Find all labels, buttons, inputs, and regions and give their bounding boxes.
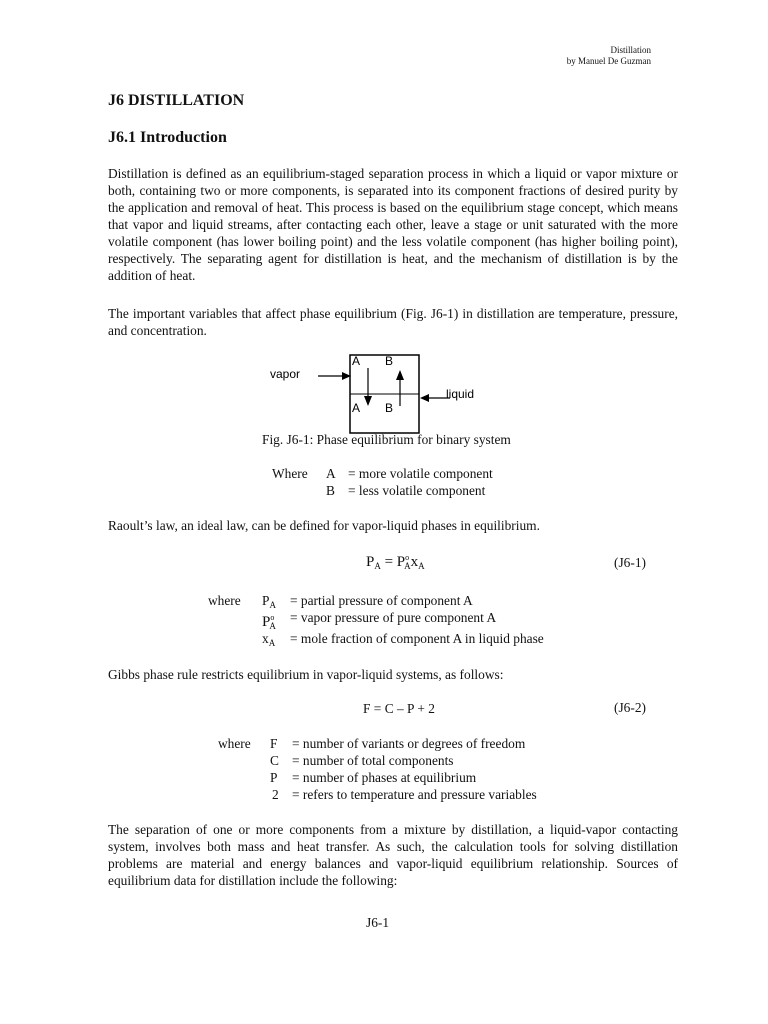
bottom-a-label: A [352, 401, 361, 415]
definition-a: = more volatile component [348, 466, 493, 481]
liquid-arrow-head [420, 394, 429, 402]
symbol-pa: $P_A$ [262, 593, 276, 610]
symbol-pao: $P^o_A$ [262, 613, 276, 631]
up-arrow-head [396, 370, 404, 380]
definition-p: = number of phases at equilibrium [292, 770, 477, 785]
gibbs-text: Gibbs phase rule restricts equilibrium in vapor-liquid systems, as follows: [108, 667, 504, 682]
definition-pao: = vapor pressure of pure component A [290, 610, 497, 625]
down-arrow-head [364, 396, 372, 406]
vapor-label: vapor [270, 367, 301, 381]
definition-xa: = mole fraction of component A in liquid phase [290, 631, 544, 646]
definition-b: = less volatile component [348, 483, 486, 498]
equation-number-2: (J6-2) [614, 700, 646, 715]
definition-c: = number of total components [292, 753, 454, 768]
definition-f: = number of variants or degrees of freedom [292, 736, 526, 751]
symbol-p: P [270, 770, 278, 785]
symbol-xa: $x_A$ [262, 631, 276, 648]
equation-number-1: (J6-1) [614, 555, 646, 570]
figure-caption: Fig. J6-1: Phase equilibrium for binary system [262, 432, 511, 447]
symbol-2: 2 [272, 787, 279, 802]
symbol-f: F [270, 736, 278, 751]
raoult-equation: $P_A = P^o_Ax_A$ [366, 553, 425, 571]
running-header [567, 45, 651, 67]
top-b-label: B [385, 354, 394, 368]
chapter-title: J6 DISTILLATION [108, 92, 245, 109]
header-author: by Manuel De Guzman [566, 56, 651, 66]
section-title: J6.1 Introduction [108, 129, 227, 146]
eq2-where-label: where [218, 736, 251, 751]
liquid-label: liquid [446, 387, 475, 401]
separation-paragraph: The separation of one or more components from a mixture by distillation, a liquid-vapor contacting system, involves both mass and heat transfer. As such, the calculation tools for solving distillation problems are material and energy balances and vapor-liquid equilibrium relationship. Sources of equilibrium data for distillation include the following: [108, 822, 678, 888]
where-label: Where [272, 466, 308, 481]
definition-pa: = partial pressure of component A [290, 593, 473, 608]
intro-paragraph: Distillation is defined as an equilibrium-staged separation process in which a liquid or vapor mixture or both, containing two or more components, is separated into its component fractions of desired purity by the application and removal of heat. This process is based on the equilibrium stage concept, which means that vapor and liquid streams, after contacting each other, leave a stage or unit saturated with the more volatile component (has lower boiling point) and the less volatile component (has higher boiling point), respectively. The separating agent for distillation is heat, and the mechanism of distillation is by the addition of heat. [108, 166, 678, 283]
header-title: Distillation [610, 45, 651, 55]
bottom-b-label: B [385, 401, 394, 415]
page-number: J6-1 [366, 915, 390, 930]
definition-2: = refers to temperature and pressure variables [292, 787, 537, 802]
variables-paragraph: The important variables that affect phase equilibrium (Fig. J6-1) in distillation are temperature, pressure, and concentration. [108, 306, 678, 338]
symbol-c: C [270, 753, 279, 768]
symbol-b: B [326, 483, 335, 498]
gibbs-equation: F = C – P + 2 [363, 701, 435, 716]
phase-equilibrium-figure [260, 350, 500, 435]
top-a-label: A [352, 354, 361, 368]
symbol-a: A [326, 466, 336, 481]
raoult-text: Raoult’s law, an ideal law, can be defined for vapor-liquid phases in equilibrium. [108, 518, 540, 533]
eq1-where-label: where [208, 593, 241, 608]
